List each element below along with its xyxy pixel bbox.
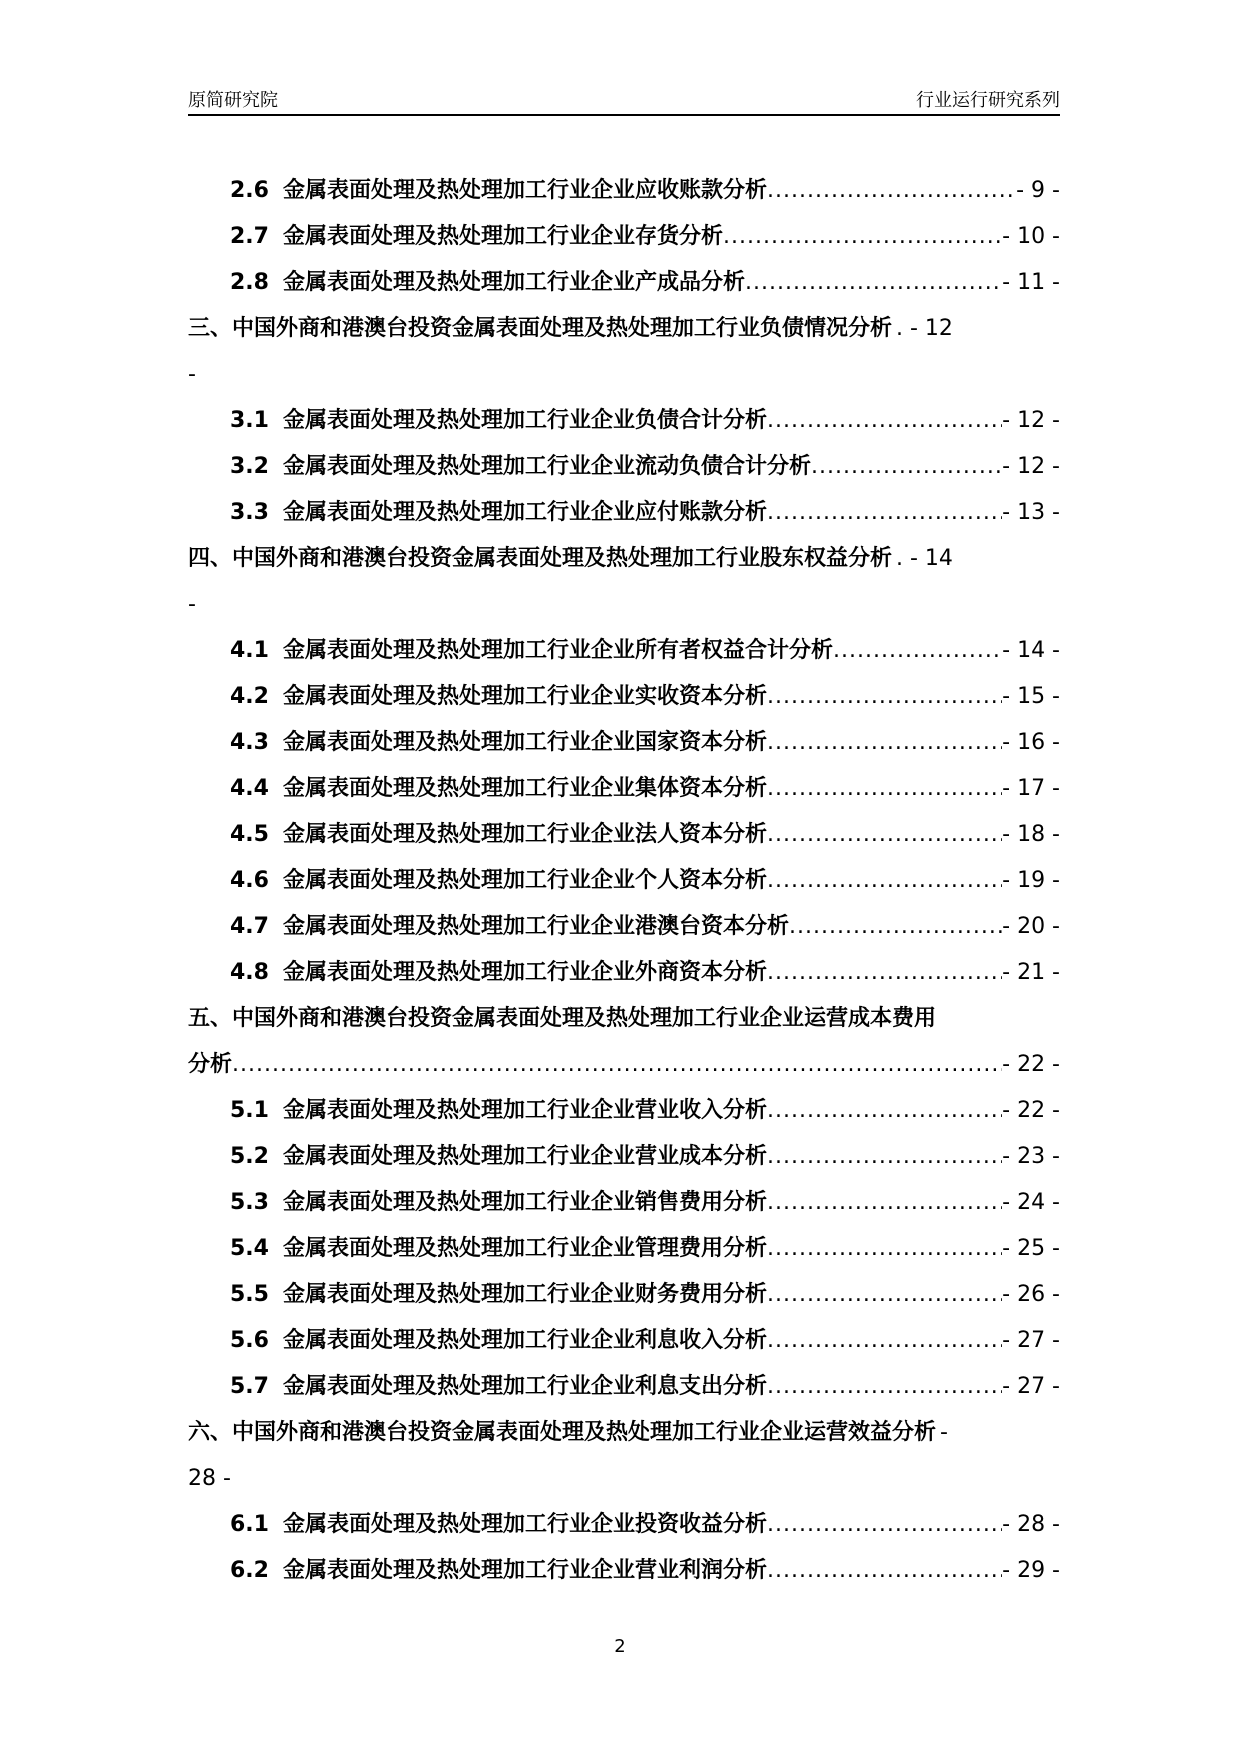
- toc-entry-title: 金属表面处理及热处理加工行业企业存货分析: [282, 224, 723, 249]
- toc-dot-leader: [767, 812, 1002, 858]
- toc-dot-leader: [767, 1502, 1002, 1548]
- toc-entry-number: 2.7: [230, 224, 269, 249]
- toc-entry-title: 金属表面处理及热处理加工行业企业国家资本分析: [282, 730, 767, 755]
- toc-entry-page: - 11 -: [1002, 270, 1060, 295]
- toc-entry[interactable]: [188, 1502, 1060, 1548]
- toc-dot-leader: [789, 904, 1002, 950]
- toc-entry-title: 五、中国外商和港澳台投资金属表面处理及热处理加工行业企业运营成本费用: [188, 1006, 937, 1031]
- toc-entry-page: - 9 -: [1016, 178, 1060, 203]
- page-header: [188, 86, 1060, 116]
- toc-entry[interactable]: [188, 720, 1060, 766]
- toc-entry-continuation: -: [188, 362, 196, 387]
- toc-entry-number: 5.4: [230, 1236, 269, 1261]
- toc-entry[interactable]: [188, 766, 1060, 812]
- toc-entry-page: - 27 -: [1002, 1374, 1060, 1399]
- toc-entry[interactable]: [188, 214, 1060, 260]
- toc-entry[interactable]: [188, 398, 1060, 444]
- table-of-contents: [188, 168, 1060, 1594]
- toc-entry-number: 5.6: [230, 1328, 269, 1353]
- toc-entry[interactable]: [188, 1272, 1060, 1318]
- toc-entry[interactable]: [188, 1410, 1060, 1456]
- toc-entry-number: 5.3: [230, 1190, 269, 1215]
- toc-entry-title: 金属表面处理及热处理加工行业企业个人资本分析: [282, 868, 767, 893]
- toc-entry-page: - 21 -: [1002, 960, 1060, 985]
- toc-entry-page: - 29 -: [1002, 1558, 1060, 1583]
- toc-entry[interactable]: [188, 490, 1060, 536]
- toc-entry-title: 金属表面处理及热处理加工行业企业营业成本分析: [282, 1144, 767, 1169]
- toc-dot-leader: [767, 1272, 1002, 1318]
- toc-dot-leader: [767, 720, 1002, 766]
- toc-entry[interactable]: [188, 950, 1060, 996]
- toc-dot-leader: [767, 858, 1002, 904]
- toc-entry[interactable]: [188, 858, 1060, 904]
- toc-entry[interactable]: [188, 674, 1060, 720]
- toc-entry-title: 金属表面处理及热处理加工行业企业集体资本分析: [282, 776, 767, 801]
- toc-entry-number: 5.5: [230, 1282, 269, 1307]
- toc-entry[interactable]: [188, 1548, 1060, 1594]
- toc-entry[interactable]: [188, 1364, 1060, 1410]
- toc-entry-title: 金属表面处理及热处理加工行业企业负债合计分析: [282, 408, 767, 433]
- toc-entry[interactable]: [188, 1088, 1060, 1134]
- toc-entry-page: - 10 -: [1002, 224, 1060, 249]
- toc-entry-continuation: 28 -: [188, 1466, 231, 1491]
- toc-entry-title: 金属表面处理及热处理加工行业企业营业利润分析: [282, 1558, 767, 1583]
- toc-entry-page: - 20 -: [1002, 914, 1060, 939]
- toc-entry-number: 4.2: [230, 684, 269, 709]
- toc-entry-page: - 16 -: [1002, 730, 1060, 755]
- toc-entry-number: 3.2: [230, 454, 269, 479]
- toc-entry-title: 分析: [188, 1052, 233, 1077]
- toc-entry-page: - 17 -: [1002, 776, 1060, 801]
- toc-entry-number: 4.4: [230, 776, 269, 801]
- toc-entry-number: 4.5: [230, 822, 269, 847]
- toc-entry[interactable]: [188, 306, 1060, 352]
- toc-dot-leader: [767, 1548, 1002, 1594]
- toc-entry-page: - 19 -: [1002, 868, 1060, 893]
- toc-entry-continuation: [188, 1042, 1060, 1088]
- toc-entry-page: - 28 -: [1002, 1512, 1060, 1537]
- toc-entry-title: 金属表面处理及热处理加工行业企业应收账款分析: [282, 178, 767, 203]
- toc-entry-page: - 26 -: [1002, 1282, 1060, 1307]
- toc-entry-title: 金属表面处理及热处理加工行业企业外商资本分析: [282, 960, 767, 985]
- toc-entry-title: 金属表面处理及热处理加工行业企业实收资本分析: [282, 684, 767, 709]
- toc-entry[interactable]: [188, 812, 1060, 858]
- toc-entry-page: . - 14: [896, 546, 953, 571]
- toc-entry-number: 4.3: [230, 730, 269, 755]
- toc-entry-number: 5.7: [230, 1374, 269, 1399]
- toc-entry-title: 金属表面处理及热处理加工行业企业法人资本分析: [282, 822, 767, 847]
- toc-entry-title: 金属表面处理及热处理加工行业企业利息收入分析: [282, 1328, 767, 1353]
- page-number: 2: [614, 1636, 626, 1657]
- toc-dot-leader: [767, 1226, 1002, 1272]
- toc-entry[interactable]: [188, 904, 1060, 950]
- toc-entry-page: . - 12: [896, 316, 953, 341]
- toc-entry-title: 金属表面处理及热处理加工行业企业利息支出分析: [282, 1374, 767, 1399]
- toc-dot-leader: [767, 168, 1016, 214]
- toc-entry[interactable]: [188, 1318, 1060, 1364]
- toc-entry-page: - 15 -: [1002, 684, 1060, 709]
- toc-entry-title: 三、中国外商和港澳台投资金属表面处理及热处理加工行业负债情况分析: [188, 316, 893, 341]
- toc-dot-leader: [811, 444, 1002, 490]
- toc-entry[interactable]: [188, 1226, 1060, 1272]
- toc-entry-number: 5.1: [230, 1098, 269, 1123]
- toc-entry[interactable]: [188, 260, 1060, 306]
- toc-entry-page: - 13 -: [1002, 500, 1060, 525]
- toc-entry-page: - 27 -: [1002, 1328, 1060, 1353]
- toc-entry-page: -: [940, 1420, 948, 1445]
- toc-entry[interactable]: [188, 444, 1060, 490]
- toc-dot-leader: [767, 950, 1002, 996]
- toc-entry[interactable]: [188, 1134, 1060, 1180]
- toc-dot-leader: [767, 1318, 1002, 1364]
- toc-entry-page: - 24 -: [1002, 1190, 1060, 1215]
- toc-entry-number: 4.7: [230, 914, 269, 939]
- toc-entry[interactable]: [188, 1180, 1060, 1226]
- toc-entry-number: 4.1: [230, 638, 269, 663]
- toc-dot-leader: [833, 628, 1002, 674]
- toc-entry[interactable]: [188, 996, 1060, 1042]
- toc-dot-leader: [232, 1042, 1002, 1088]
- toc-entry-page: - 12 -: [1002, 408, 1060, 433]
- toc-entry[interactable]: [188, 168, 1060, 214]
- toc-entry-title: 四、中国外商和港澳台投资金属表面处理及热处理加工行业股东权益分析: [188, 546, 893, 571]
- toc-dot-leader: [767, 398, 1002, 444]
- toc-entry-number: 2.8: [230, 270, 269, 295]
- toc-dot-leader: [767, 674, 1002, 720]
- toc-entry-page: - 23 -: [1002, 1144, 1060, 1169]
- toc-dot-leader: [767, 766, 1002, 812]
- toc-entry-title: 六、中国外商和港澳台投资金属表面处理及热处理加工行业企业运营效益分析: [188, 1420, 937, 1445]
- toc-entry[interactable]: [188, 536, 1060, 582]
- toc-dot-leader: [767, 490, 1002, 536]
- toc-entry-number: 4.8: [230, 960, 269, 985]
- toc-entry-title: 金属表面处理及热处理加工行业企业产成品分析: [282, 270, 745, 295]
- toc-entry-page: - 25 -: [1002, 1236, 1060, 1261]
- toc-dot-leader: [745, 260, 1002, 306]
- toc-dot-leader: [767, 1180, 1002, 1226]
- toc-entry-title: 金属表面处理及热处理加工行业企业财务费用分析: [282, 1282, 767, 1307]
- toc-entry[interactable]: [188, 628, 1060, 674]
- toc-entry-page: - 12 -: [1002, 454, 1060, 479]
- toc-dot-leader: [767, 1134, 1002, 1180]
- toc-entry-title: 金属表面处理及热处理加工行业企业所有者权益合计分析: [282, 638, 833, 663]
- toc-entry-number: 6.2: [230, 1558, 269, 1583]
- toc-entry-title: 金属表面处理及热处理加工行业企业港澳台资本分析: [282, 914, 789, 939]
- toc-entry-title: 金属表面处理及热处理加工行业企业营业收入分析: [282, 1098, 767, 1123]
- toc-dot-leader: [767, 1088, 1002, 1134]
- toc-entry-number: 2.6: [230, 178, 269, 203]
- toc-entry-page: - 18 -: [1002, 822, 1060, 847]
- toc-entry-title: 金属表面处理及热处理加工行业企业应付账款分析: [282, 500, 767, 525]
- toc-entry-title: 金属表面处理及热处理加工行业企业管理费用分析: [282, 1236, 767, 1261]
- toc-entry-number: 3.3: [230, 500, 269, 525]
- toc-entry-number: 5.2: [230, 1144, 269, 1169]
- toc-entry-number: 6.1: [230, 1512, 269, 1537]
- toc-entry-number: 4.6: [230, 868, 269, 893]
- toc-entry-page: - 22 -: [1002, 1098, 1060, 1123]
- toc-dot-leader: [723, 214, 1002, 260]
- toc-entry-number: 3.1: [230, 408, 269, 433]
- toc-entry-page: - 14 -: [1002, 638, 1060, 663]
- toc-entry-page: - 22 -: [1002, 1052, 1060, 1077]
- toc-dot-leader: [767, 1364, 1002, 1410]
- toc-entry-title: 金属表面处理及热处理加工行业企业流动负债合计分析: [282, 454, 811, 479]
- header-right: 行业运行研究系列: [916, 90, 1060, 111]
- toc-entry-continuation: -: [188, 592, 196, 617]
- header-left: 原简研究院: [188, 90, 278, 111]
- toc-entry-title: 金属表面处理及热处理加工行业企业销售费用分析: [282, 1190, 767, 1215]
- toc-entry-title: 金属表面处理及热处理加工行业企业投资收益分析: [282, 1512, 767, 1537]
